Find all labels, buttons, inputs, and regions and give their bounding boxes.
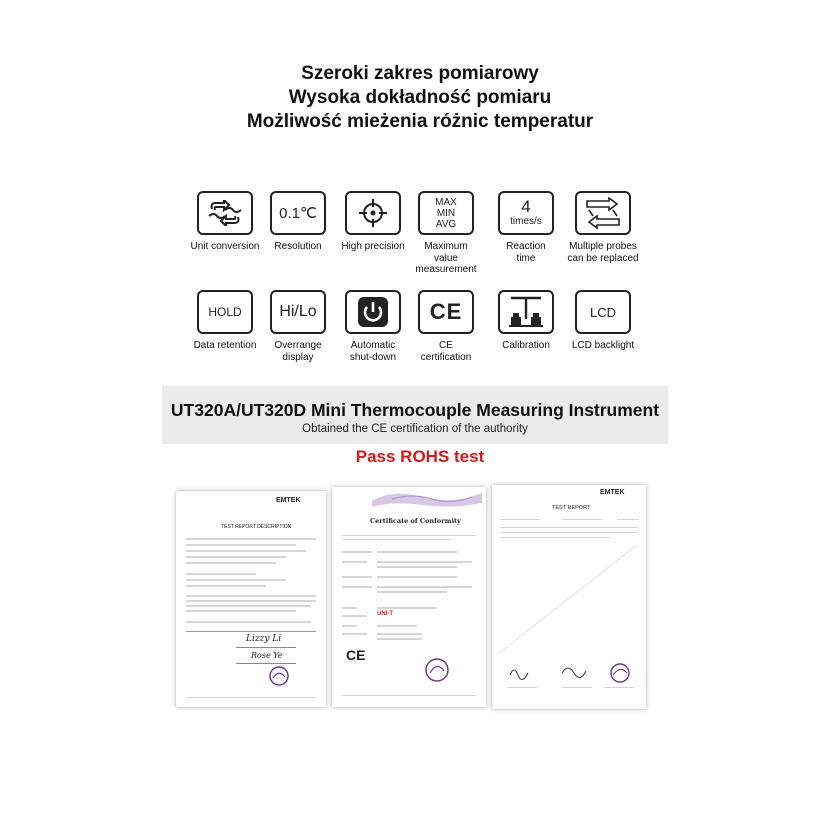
lcd-text: LCD bbox=[589, 304, 616, 320]
headline-2: Wysoka dokładność pomiaru bbox=[288, 87, 552, 108]
calibration-weights-icon bbox=[498, 290, 554, 334]
feature-label: Multiple probes can be replaced bbox=[567, 241, 639, 264]
resolution-value: 0.1℃ bbox=[279, 205, 317, 222]
reaction-count: 4 bbox=[521, 197, 531, 216]
document-heading: TEST REPORT DESCRIPTION bbox=[221, 524, 292, 530]
feature-label: Overrange display bbox=[274, 340, 322, 363]
feature-label: Unit conversion bbox=[190, 241, 260, 252]
hi-lo-text: Hi/Lo bbox=[279, 303, 317, 320]
reaction-time-icon bbox=[498, 191, 554, 235]
lcd-icon bbox=[575, 290, 631, 334]
test-report-description-document bbox=[176, 491, 326, 707]
stamp-icon bbox=[424, 657, 450, 683]
signature-rose: Rose Ye bbox=[251, 651, 283, 660]
headline-3: Możliwość mieżenia różnic temperatur bbox=[246, 111, 594, 132]
signatures-graphic bbox=[502, 661, 636, 687]
feature-label: Data retention bbox=[193, 340, 257, 351]
hold-text: HOLD bbox=[208, 305, 242, 319]
power-icon bbox=[345, 290, 401, 334]
avg-text: AVG bbox=[435, 218, 457, 230]
feature-label: High precision bbox=[341, 241, 405, 252]
decorative-header-graphic bbox=[332, 487, 486, 513]
feature-lcd-backlight bbox=[555, 290, 651, 352]
feature-label: CE certification bbox=[420, 340, 472, 363]
hi-lo-icon bbox=[270, 290, 326, 334]
feature-label: Resolution bbox=[274, 241, 322, 252]
max-min-avg-icon bbox=[418, 191, 474, 235]
feature-label: Maximum value measurement bbox=[415, 241, 477, 275]
certificate-heading: Certificate of Conformity bbox=[370, 517, 461, 525]
resolution-icon bbox=[270, 191, 326, 235]
banner-subtitle: Obtained the CE certification of the authority bbox=[302, 423, 528, 435]
feature-label: Automatic shut-down bbox=[349, 340, 397, 363]
crosshair-icon bbox=[345, 191, 401, 235]
feature-label: Reaction time bbox=[506, 241, 546, 264]
unit-conversion-icon bbox=[197, 191, 253, 235]
test-report-document bbox=[492, 485, 646, 709]
signature-lizzy: Lizzy Li bbox=[246, 634, 282, 644]
probe-swap-icon bbox=[575, 191, 631, 235]
feature-label: Calibration bbox=[502, 340, 550, 351]
uni-t-trademark: UNI-T bbox=[377, 611, 393, 617]
reaction-unit: times/s bbox=[510, 216, 542, 227]
diagonal-strike-icon bbox=[492, 540, 646, 660]
headline-block bbox=[0, 62, 840, 134]
feature-label: LCD backlight bbox=[571, 340, 635, 351]
product-banner bbox=[162, 386, 668, 444]
document-heading: TEST REPORT bbox=[552, 505, 591, 511]
emtek-logo: EMTEK bbox=[600, 489, 625, 496]
emtek-logo: EMTEK bbox=[276, 497, 301, 504]
feature-multiple-probes bbox=[555, 191, 651, 264]
min-text: MIN bbox=[436, 207, 456, 219]
certificate-of-conformity-document bbox=[332, 487, 486, 707]
hold-icon bbox=[197, 290, 253, 334]
banner-title: UT320A/UT320D Mini Thermocouple Measuring Instrument bbox=[170, 400, 660, 420]
stamp-icon bbox=[268, 665, 290, 687]
ce-mark-icon bbox=[418, 290, 474, 334]
headline-1: Szeroki zakres pomiarowy bbox=[301, 63, 539, 84]
max-text: MAX bbox=[435, 196, 457, 208]
ce-mark: CE bbox=[346, 647, 366, 663]
ce-text: CE bbox=[429, 299, 463, 324]
pass-rohs-text: Pass ROHS test bbox=[355, 447, 485, 466]
